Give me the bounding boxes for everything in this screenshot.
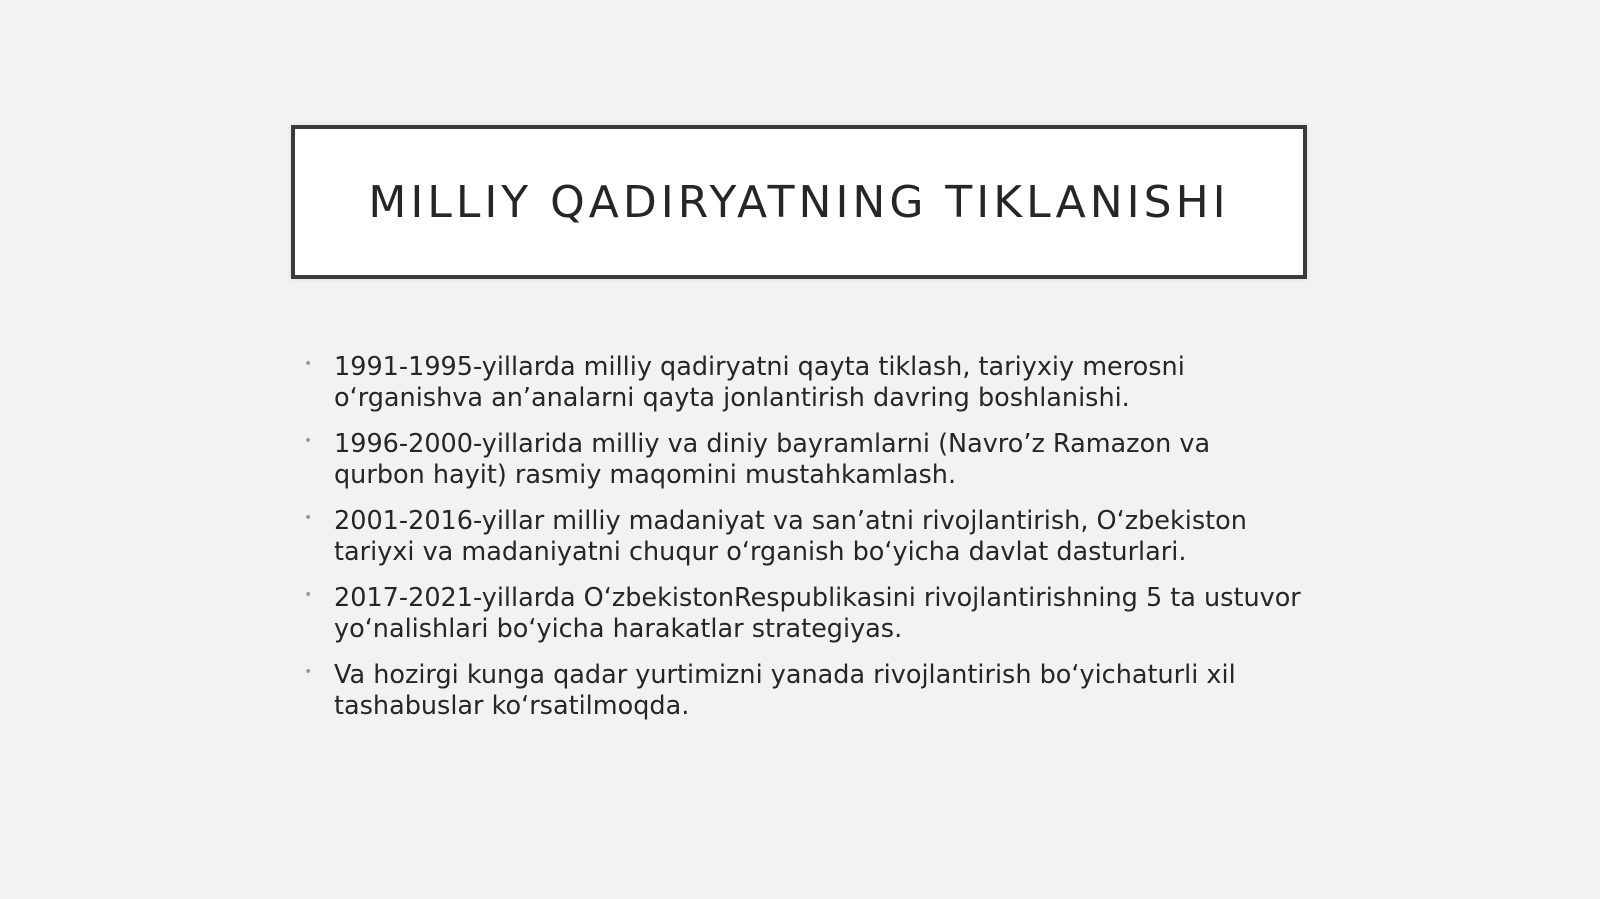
bullet-dot-icon: • xyxy=(304,433,313,449)
slide-title: MILLIY QADIRYATNING TIKLANISHI xyxy=(368,176,1230,228)
title-box xyxy=(291,125,1307,279)
bullet-item xyxy=(304,429,1304,491)
bullet-item xyxy=(304,660,1304,722)
bullet-item xyxy=(304,506,1304,568)
bullet-text: 2001-2016-yillar milliy madaniyat va san’atni rivojlantirish, O‘zbekiston tariyxi va madaniyatni chuqur o‘rganish bo‘yicha davlat dasturlari. xyxy=(334,506,1247,567)
bullet-text: 2017-2021-yillarda O‘zbekistonRespublikasini rivojlantirishning 5 ta ustuvor yo‘nalishlari bo‘yicha harakatlar strategiyas. xyxy=(334,583,1301,644)
bullet-text: 1991-1995-yillarda milliy qadiryatni qayta tiklash, tariyxiy merosni o‘rganishva an’analarni qayta jonlantirish davring boshlanishi. xyxy=(334,352,1185,413)
bullet-text: 1996-2000-yillarida milliy va diniy bayramlarni (Navro’z Ramazon va qurbon hayit) rasmiy maqomini mustahkamlash. xyxy=(334,429,1211,490)
bullet-dot-icon: • xyxy=(304,587,313,603)
bullet-item xyxy=(304,352,1304,414)
bullet-text: Va hozirgi kunga qadar yurtimizni yanada rivojlantirish bo‘yichaturli xil tashabuslar ko‘rsatilmoqda. xyxy=(334,660,1236,721)
bullet-dot-icon: • xyxy=(304,510,313,526)
bullet-list xyxy=(304,352,1304,737)
bullet-dot-icon: • xyxy=(304,356,313,372)
bullet-dot-icon: • xyxy=(304,664,313,680)
bullet-item xyxy=(304,583,1304,645)
